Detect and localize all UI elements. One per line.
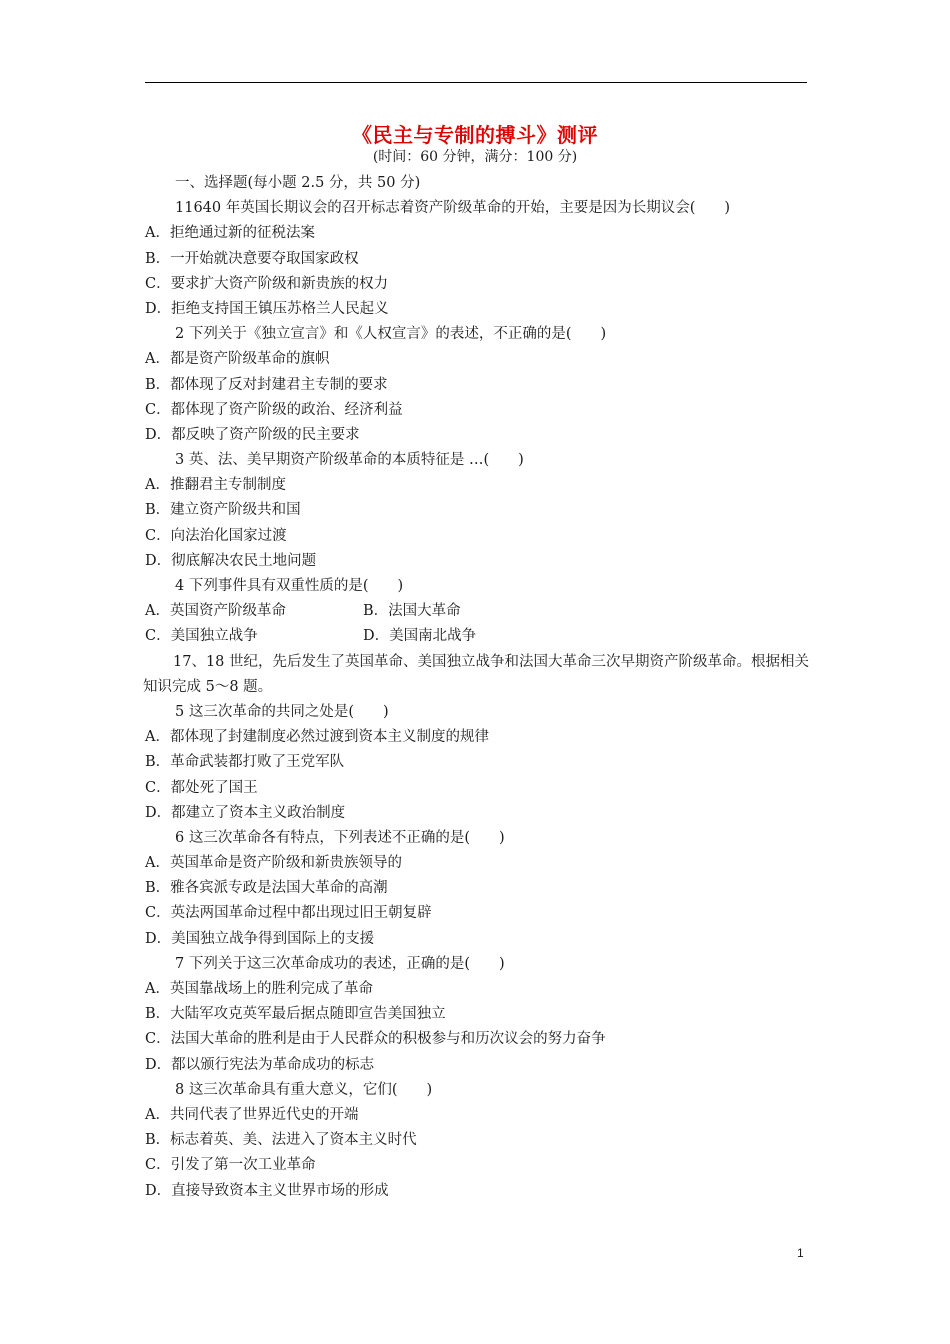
answer-option: C．要求扩大资产阶级和新贵族的权力 <box>145 275 389 292</box>
document-body <box>145 171 810 1204</box>
section-heading: 一、选择题(每小题 2.5 分，共 50 分) <box>175 175 421 191</box>
answer-option: C．向法治化国家过渡 <box>145 527 287 544</box>
answer-option: B．标志着英、美、法进入了资本主义时代 <box>145 1132 417 1149</box>
answer-option: A．拒绝通过新的征税法案 <box>145 225 315 242</box>
answer-option: D．美国南北战争 <box>363 628 477 645</box>
answer-option-row <box>145 624 810 649</box>
question-stem: 2 下列关于《独立宣言》和《人权宣言》的表述，不正确的是( ) <box>175 326 607 343</box>
answer-option: C．法国大革命的胜利是由于人民群众的积极参与和历次议会的努力奋争 <box>145 1031 606 1048</box>
answer-option: C．引发了第一次工业革命 <box>145 1157 316 1174</box>
answer-option: C．英法两国革命过程中都出现过旧王朝复辟 <box>145 905 432 922</box>
question-stem: 5 这三次革命的共同之处是( ) <box>175 703 389 720</box>
question-stem: 11640 年英国长期议会的召开标志着资产阶级革命的开始，主要是因为长期议会( ) <box>175 200 731 217</box>
answer-option: D．美国独立战争得到国际上的支援 <box>145 930 375 947</box>
answer-option: B．大陆军攻克英军最后据点随即宣告美国独立 <box>145 1006 446 1023</box>
answer-option: B．建立资产阶级共和国 <box>145 502 301 519</box>
question-stem: 8 这三次革命具有重大意义，它们( ) <box>175 1081 433 1098</box>
answer-option: D．都以颁行宪法为革命成功的标志 <box>145 1056 375 1073</box>
answer-option: C．都体现了资产阶级的政治、经济利益 <box>145 401 403 418</box>
answer-option: A．英国资产阶级革命 <box>145 603 286 620</box>
answer-option: B．雅各宾派专政是法国大革命的高潮 <box>145 880 388 897</box>
question-stem: 7 下列关于这三次革命成功的表述，正确的是( ) <box>175 955 505 972</box>
answer-option: A．共同代表了世界近代史的开端 <box>145 1106 359 1123</box>
answer-option: D．都建立了资本主义政治制度 <box>145 804 346 821</box>
answer-option: D．都反映了资产阶级的民主要求 <box>145 426 360 443</box>
answer-option: A．英国革命是资产阶级和新贵族领导的 <box>145 855 402 872</box>
answer-option: B．都体现了反对封建君主专制的要求 <box>145 376 388 393</box>
answer-option-row <box>145 599 810 624</box>
answer-option: A．英国靠战场上的胜利完成了革命 <box>145 981 373 998</box>
answer-option: A．推翻君主专制制度 <box>145 477 286 494</box>
question-stem: 3 英、法、美早期资产阶级革命的本质特征是 …( ) <box>175 452 524 469</box>
reading-passage: 17、18 世纪，先后发生了英国革命、美国独立战争和法国大革命三次早期资产阶级革命。根据相关知识完成 5～8 题。 <box>143 653 810 695</box>
exam-info: (时间：60 分钟，满分：100 分) <box>372 149 578 165</box>
page-title: 《民主与专制的搏斗》测评 <box>352 123 598 147</box>
answer-option: B．革命武装都打败了王党军队 <box>145 754 345 771</box>
page-number: 1 <box>797 1246 804 1260</box>
answer-option: A．都体现了封建制度必然过渡到资本主义制度的规律 <box>145 729 489 746</box>
header-rule <box>145 82 807 83</box>
answer-option: D．拒绝支持国王镇压苏格兰人民起义 <box>145 300 389 317</box>
answer-option: D．彻底解决农民土地问题 <box>145 552 317 569</box>
answer-option: D．直接导致资本主义世界市场的形成 <box>145 1182 389 1199</box>
question-stem: 6 这三次革命各有特点，下列表述不正确的是( ) <box>175 829 505 846</box>
answer-option: C．美国独立战争 <box>145 628 258 645</box>
question-stem: 4 下列事件具有双重性质的是( ) <box>175 578 404 594</box>
answer-option: B．一开始就决意要夺取国家政权 <box>145 250 359 267</box>
answer-option: A．都是资产阶级革命的旗帜 <box>145 351 330 368</box>
answer-option: B．法国大革命 <box>363 603 461 620</box>
answer-option: C．都处死了国王 <box>145 779 258 796</box>
